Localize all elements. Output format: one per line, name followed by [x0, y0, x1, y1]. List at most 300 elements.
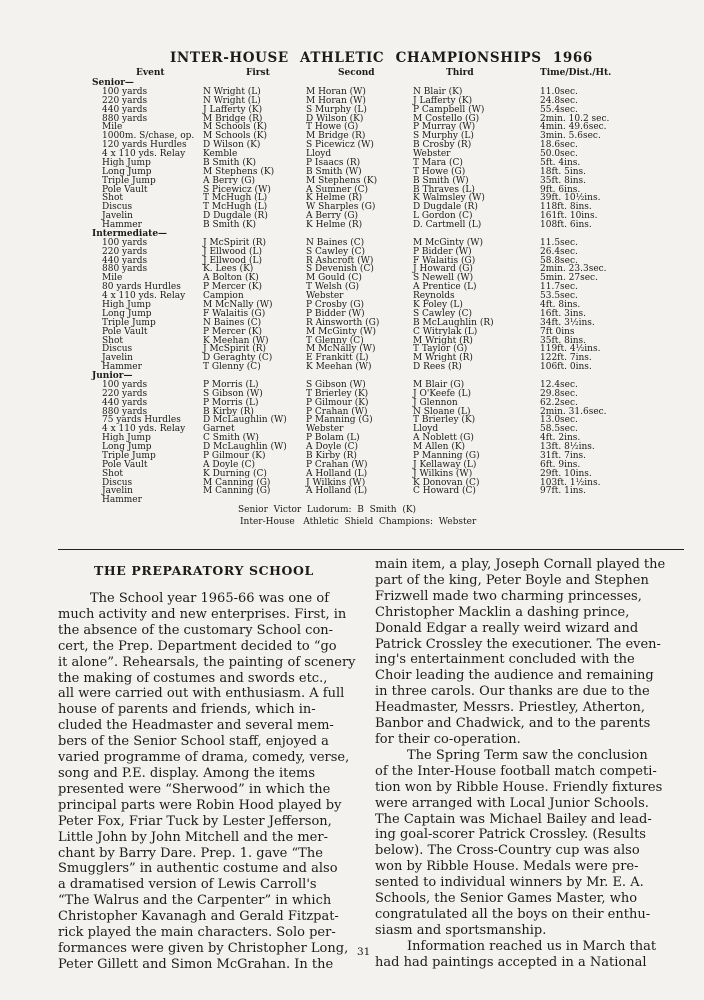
event-cell: Shot	[102, 468, 123, 479]
third-cell: K Donovan (C)	[413, 477, 480, 488]
third-cell: A Prentice (L)	[413, 282, 477, 293]
third-cell: K Foley (L)	[413, 300, 463, 310]
first-cell: M Schools (K)	[203, 131, 268, 142]
text-line: house of parents and friends, which in-	[58, 702, 316, 718]
second-cell: P Gilmour (K)	[306, 397, 369, 408]
result-row	[0, 230, 704, 238]
result-row	[0, 159, 704, 167]
left-column	[58, 591, 356, 973]
first-cell: A Doyle (C)	[203, 459, 256, 470]
header-event: Event	[136, 68, 165, 78]
result-row	[0, 177, 704, 185]
second-cell: M Gould (C)	[306, 273, 362, 284]
text-line: The School year 1965-66 was one of	[90, 591, 330, 606]
result-cell: 62.2sec.	[540, 397, 578, 408]
result-cell: 58.8sec.	[540, 255, 578, 266]
first-cell: J McSpirit (R)	[203, 237, 266, 248]
first-cell: D Geraghty (C)	[203, 353, 273, 364]
third-cell: T Brierley (K)	[413, 415, 476, 426]
first-cell: J Lafferty (K)	[203, 104, 263, 115]
result-cell: 118ft. 8ins.	[540, 202, 592, 213]
result-cell: 58.5sec.	[540, 424, 578, 435]
first-cell: D Wilson (K)	[203, 140, 261, 151]
first-cell: S Picewicz (W)	[203, 184, 271, 195]
text-line: tion won by Ribble House. Friendly fixtures	[375, 779, 663, 795]
result-cell: 35ft. 8ins.	[540, 175, 587, 186]
event-cell: Long Jump	[102, 442, 152, 453]
result-cell: 18ft. 5ins.	[540, 166, 587, 177]
first-cell: N Wright (L)	[203, 95, 261, 106]
text-line: Peter Gillett and Simon McGrahan. In the	[58, 956, 334, 972]
result-cell: 11.7sec.	[540, 282, 578, 293]
second-cell: N Baines (C)	[306, 237, 365, 248]
third-cell: K Walmsley (W)	[413, 193, 485, 204]
third-cell: D. Cartmell (L)	[413, 220, 482, 231]
section-rule	[58, 549, 684, 550]
text-line: for their co-operation.	[375, 731, 521, 747]
event-cell: 440 yards	[102, 104, 148, 115]
third-cell: P Campbell (W)	[413, 104, 485, 115]
text-line: Choir leading the audience and remaining	[375, 668, 654, 684]
text-line: the absence of the customary School con-	[58, 622, 334, 638]
second-cell: P Crahan (W)	[306, 459, 368, 470]
first-cell: B Smith (K)	[203, 220, 257, 231]
event-cell: Discus	[102, 344, 133, 355]
championships-title: INTER-HOUSE ATHLETIC CHAMPIONSHIPS 1966	[170, 50, 593, 66]
result-row	[0, 461, 704, 469]
event-cell: 220 yards	[102, 246, 148, 257]
third-cell: Webster	[413, 149, 451, 160]
event-cell: 880 yards	[102, 113, 148, 124]
second-cell: B Kirby (R)	[306, 450, 357, 461]
event-cell: Long Jump	[102, 166, 152, 177]
text-line: presented were “Sherwood” in which the	[58, 781, 331, 797]
result-cell: 2min. 31.6sec.	[540, 406, 607, 417]
event-cell: Hammer	[102, 220, 142, 231]
second-cell: A Sumner (C)	[306, 184, 369, 195]
first-cell: K Durning (C)	[203, 468, 267, 479]
result-cell: 9ft. 6ins.	[540, 184, 581, 195]
event-cell: High Jump	[102, 433, 151, 444]
second-cell: S Devenish (C)	[306, 264, 374, 275]
third-cell: B Crosby (R)	[413, 140, 472, 151]
text-line: Smugglers” in authentic costume and also	[58, 861, 338, 877]
first-cell: N Wright (L)	[203, 86, 261, 97]
result-cell: 5min. 27sec.	[540, 273, 598, 284]
result-cell: 2min. 10.2 sec.	[540, 113, 610, 124]
second-cell: J Wilkins (W)	[306, 477, 366, 488]
result-cell: 31ft. 7ins.	[540, 450, 587, 461]
first-cell: J Ellwood (L)	[203, 246, 262, 257]
second-cell: T Welsh (G)	[306, 282, 360, 293]
third-cell: P Bidder (W)	[413, 246, 472, 257]
result-cell: 26.4sec.	[540, 246, 578, 257]
result-cell: 7ft 0ins	[540, 326, 575, 337]
first-cell: T Glenny (C)	[203, 362, 261, 373]
second-cell: E Frankitt (L)	[306, 353, 369, 364]
result-row	[0, 381, 704, 389]
third-cell: N Blair (K)	[413, 86, 463, 97]
event-cell: 1000m. S/chase, op.	[102, 131, 195, 142]
second-cell: M Bridge (R)	[306, 131, 366, 142]
text-line: Information reached us in March that	[407, 938, 657, 954]
third-cell: D Rees (R)	[413, 362, 462, 373]
second-cell: T Howe (G)	[306, 122, 359, 133]
result-cell: 53.5sec.	[540, 291, 578, 302]
text-line: Donald Edgar a really weird wizard and	[375, 620, 639, 636]
second-cell: P Manning (G)	[306, 415, 373, 426]
event-cell: High Jump	[102, 157, 151, 168]
third-cell: S Newell (W)	[413, 273, 474, 284]
text-line: bers of the Senior School staff, enjoyed a	[58, 734, 329, 750]
result-row	[0, 97, 704, 105]
result-row	[0, 88, 704, 96]
event-cell: 440 yards	[102, 397, 148, 408]
result-cell: 16ft. 3ins.	[540, 308, 587, 319]
text-line: varied programme of drama, comedy, verse,	[58, 750, 350, 766]
third-cell: M Wright (R)	[413, 335, 473, 346]
result-cell: 108ft. 6ins.	[540, 220, 592, 231]
result-cell: 106ft. 0ins.	[540, 362, 592, 373]
third-cell: J Glennon	[413, 397, 458, 408]
second-cell: Webster	[306, 291, 344, 302]
text-line: in three carols. Our thanks are due to the	[375, 684, 650, 700]
second-cell: A Holland (L)	[306, 486, 368, 497]
first-cell: S Gibson (W)	[203, 388, 263, 399]
second-cell: A Berry (G)	[306, 211, 359, 222]
second-cell: S Gibson (W)	[306, 379, 366, 390]
first-cell: P Gilmour (K)	[203, 450, 266, 461]
text-line: much activity and new enterprises. First, in	[58, 606, 347, 622]
first-cell: B Smith (K)	[203, 157, 257, 168]
text-line: chant by Barry Dare. Prep. 1. gave “The	[58, 845, 323, 861]
first-cell: Campion	[203, 291, 244, 302]
text-line: of the Inter-House football match competi-	[375, 763, 657, 779]
first-cell: N Baines (C)	[203, 317, 262, 328]
event-cell: 220 yards	[102, 95, 148, 106]
third-cell: C Howard (C)	[413, 486, 476, 497]
result-row	[0, 390, 704, 398]
event-cell: Triple Jump	[102, 175, 156, 186]
event-cell: Hammer	[102, 362, 142, 373]
result-cell: 13ft. 8½ins.	[540, 442, 595, 453]
second-cell: A Doyle (C)	[306, 442, 359, 453]
result-cell: 50.0sec.	[540, 149, 578, 160]
third-cell: S Murphy (L)	[413, 131, 474, 142]
event-cell: Pole Vault	[102, 326, 148, 337]
text-line: “The Walrus and the Carpenter” in which	[58, 893, 332, 909]
third-cell: J Kellaway (L)	[413, 459, 477, 470]
second-cell: T Glenny (C)	[306, 335, 364, 346]
result-cell: 6ft. 9ins.	[540, 459, 581, 470]
result-cell: 18.6sec.	[540, 140, 578, 151]
second-cell: R Ashcroft (W)	[306, 255, 374, 266]
page-number: 31	[357, 946, 371, 958]
text-line: Peter Fox, Friar Tuck by Lester Jefferson,	[58, 813, 332, 829]
third-cell: S Cawley (C)	[413, 308, 473, 319]
event-cell: Shot	[102, 335, 123, 346]
text-line: The Spring Term saw the conclusion	[407, 747, 648, 763]
result-row	[0, 301, 704, 309]
result-row	[0, 79, 704, 87]
event-cell: Pole Vault	[102, 184, 148, 195]
second-cell: M McGinty (W)	[306, 326, 377, 337]
third-cell: T Mara (C)	[413, 157, 463, 168]
result-cell: 13.0sec.	[540, 415, 578, 426]
result-row	[0, 399, 704, 407]
first-cell: J Ellwood (L)	[203, 255, 262, 266]
second-cell: R Ainsworth (G)	[306, 317, 380, 328]
text-line: principal parts were Robin Hood played by	[58, 797, 342, 813]
text-line: won by Ribble House. Medals were pre-	[375, 859, 639, 875]
event-cell: 440 yards	[102, 255, 148, 266]
event-cell: Intermediate—	[92, 228, 168, 239]
second-cell: T Brierley (K)	[306, 388, 369, 399]
result-cell: 34ft. 3½ins.	[540, 317, 595, 328]
second-cell: K Meehan (W)	[306, 362, 372, 373]
result-row	[0, 150, 704, 158]
event-cell: Junior—	[92, 371, 133, 382]
first-cell: K. Lees (K)	[203, 264, 254, 275]
event-cell: 220 yards	[102, 388, 148, 399]
first-cell: P Morris (L)	[203, 397, 259, 408]
event-cell: Javelin	[102, 486, 133, 497]
first-cell: J McSpirit (R)	[203, 344, 266, 355]
header-result: Time/Dist./Ht.	[540, 68, 612, 78]
event-cell: Senior—	[92, 78, 134, 88]
text-line: part of the king, Peter Boyle and Stephen	[375, 572, 649, 588]
first-cell: M Stephens (K)	[203, 166, 275, 177]
first-cell: T McHugh (L)	[203, 202, 268, 213]
text-line: Headmaster, Messrs. Priestley, Atherton,	[375, 700, 645, 716]
first-cell: C Smith (W)	[203, 433, 259, 444]
first-cell: B Kirby (R)	[203, 406, 254, 417]
first-cell: M Schools (K)	[203, 122, 268, 133]
third-cell: M Costello (G)	[413, 113, 480, 124]
event-cell: High Jump	[102, 300, 151, 310]
event-cell: Hammer	[102, 495, 142, 506]
right-column	[375, 557, 665, 971]
third-cell: Lloyd	[413, 424, 439, 435]
event-cell: 880 yards	[102, 406, 148, 417]
result-cell: 11.5sec.	[540, 237, 578, 248]
third-cell: T Howe (G)	[413, 166, 466, 177]
third-cell: A Noblett (G)	[413, 433, 474, 444]
event-cell: Pole Vault	[102, 459, 148, 470]
third-cell: P Murray (W)	[413, 122, 476, 133]
text-line: Little John by John Mitchell and the mer-	[58, 829, 328, 845]
second-cell: P Isaacs (R)	[306, 157, 361, 168]
third-cell: B McLaughlin (R)	[413, 317, 494, 328]
second-cell: M Horan (W)	[306, 86, 366, 97]
header-second: Second	[338, 68, 375, 78]
first-cell: F Walaitis (G)	[203, 308, 266, 319]
victor-ludorum: Senior Victor Ludorum: B Smith (K)	[238, 505, 417, 515]
event-cell: 880 yards	[102, 264, 148, 275]
result-cell: 5ft. 4ins.	[540, 157, 581, 168]
text-line: siasm and sportsmanship.	[375, 922, 547, 938]
third-cell: F Walaitis (G)	[413, 255, 476, 266]
event-cell: Javelin	[102, 353, 133, 364]
result-cell: 11.0sec.	[540, 86, 578, 97]
third-cell: B Thraves (L)	[413, 184, 475, 195]
second-cell: P Bidder (W)	[306, 308, 365, 319]
result-cell: 103ft. 1½ins.	[540, 477, 601, 488]
second-cell: S Picewicz (W)	[306, 140, 374, 151]
result-row	[0, 239, 704, 247]
text-line: had had paintings accepted in a National	[375, 954, 647, 970]
text-line: Christopher Macklin a dashing prince,	[375, 604, 630, 620]
second-cell: K Helme (R)	[306, 193, 363, 204]
text-line: below). The Cross-Country cup was also	[375, 843, 640, 859]
event-cell: Discus	[102, 477, 133, 488]
text-line: it alone”. Rehearsals, the painting of scenery	[58, 654, 356, 670]
event-cell: 100 yards	[102, 237, 148, 248]
event-cell: Discus	[102, 202, 133, 213]
text-line: rick played the main characters. Solo per-	[58, 925, 336, 941]
event-cell: Long Jump	[102, 308, 152, 319]
text-line: main item, a play, Joseph Cornall played the	[375, 557, 666, 572]
result-row	[0, 452, 704, 460]
text-line: song and P.E. display. Among the items	[58, 765, 316, 781]
result-row	[0, 106, 704, 114]
event-cell: 80 yards Hurdles	[102, 282, 181, 293]
text-line: Frizwell made two charming princesses,	[375, 588, 642, 604]
third-cell: D Dugdale (R)	[413, 202, 478, 213]
first-cell: Garnet	[203, 424, 235, 435]
first-cell: M Bridge (R)	[203, 113, 263, 124]
result-row	[0, 328, 704, 336]
third-cell: J Howard (G)	[413, 264, 473, 275]
first-cell: P Mercer (K)	[203, 282, 263, 293]
text-line: the making of costumes and swords etc.,	[58, 670, 328, 686]
third-cell: Reynolds	[413, 291, 455, 302]
event-cell: Mile	[102, 122, 123, 133]
result-cell: 12.4sec.	[540, 379, 578, 390]
third-cell: J O'Keefe (L)	[413, 388, 471, 399]
first-cell: P Mercer (K)	[203, 326, 263, 337]
result-cell: 4ft. 8ins.	[540, 300, 581, 310]
text-line: a dramatised version of Lewis Carroll's	[58, 877, 317, 893]
event-cell: 75 yards Hurdles	[102, 415, 181, 426]
result-cell: 24.8sec.	[540, 95, 578, 106]
event-cell: 4 x 110 yds. Relay	[102, 291, 186, 302]
first-cell: A Berry (G)	[203, 175, 256, 186]
prep-school-title: THE PREPARATORY SCHOOL	[94, 563, 314, 578]
second-cell: S Murphy (L)	[306, 104, 367, 115]
text-line: Patrick Crossley the executioner. The even-	[375, 636, 661, 652]
text-line: ing goal-scorer Patrick Crossley. (Results	[375, 827, 646, 843]
second-cell: M Stephens (K)	[306, 175, 378, 186]
first-cell: D McLaughlin (W)	[203, 442, 287, 453]
second-cell: P Bolam (L)	[306, 433, 360, 444]
text-line: all were carried out with enthusiasm. A full	[58, 686, 345, 702]
shield-champions: Inter-House Athletic Shield Champions: Webster	[240, 517, 477, 527]
event-cell: 120 yards Hurdles	[102, 140, 187, 151]
text-line: Schools, the Senior Games Master, who	[375, 891, 638, 907]
result-cell: 35ft. 8ins.	[540, 335, 587, 346]
result-row	[0, 470, 704, 478]
second-cell: P Crosby (G)	[306, 300, 365, 310]
result-cell: 4ft. 2ins.	[540, 433, 581, 444]
text-line: congratulated all the boys on their enthu-	[375, 906, 651, 922]
second-cell: Webster	[306, 424, 344, 435]
first-cell: D McLaughlin (W)	[203, 415, 287, 426]
result-cell: 161ft. 10ins.	[540, 211, 598, 222]
result-cell: 119ft. 4½ins.	[540, 344, 601, 355]
result-cell: 29ft. 10ins.	[540, 468, 592, 479]
event-cell: 100 yards	[102, 379, 148, 390]
event-cell: Triple Jump	[102, 317, 156, 328]
result-cell: 29.8sec.	[540, 388, 578, 399]
result-cell: 39ft. 10½ins.	[540, 193, 601, 204]
result-cell: 55.4sec.	[540, 104, 578, 115]
second-cell: K Helme (R)	[306, 220, 363, 231]
third-cell: N Sloane (L)	[413, 406, 471, 417]
text-line: ing's entertainment concluded with the	[375, 652, 635, 668]
third-cell: L Gordon (C)	[413, 211, 473, 222]
event-cell: 4 x 110 yds. Relay	[102, 149, 186, 160]
result-cell: 3min. 5.6sec.	[540, 131, 601, 142]
third-cell: J Lafferty (K)	[413, 95, 473, 106]
first-cell: M McNally (W)	[203, 300, 273, 310]
second-cell: M Horan (W)	[306, 95, 366, 106]
result-cell: 4min. 49.6sec.	[540, 122, 607, 133]
text-line: Christopher Kavanagh and Gerald Fitzpat-	[58, 909, 339, 925]
second-cell: S Cawley (C)	[306, 246, 366, 257]
event-cell: Triple Jump	[102, 450, 156, 461]
text-line: formances were given by Christopher Long,	[58, 940, 349, 956]
event-cell: Javelin	[102, 211, 133, 222]
first-cell: A Bolton (K)	[203, 273, 259, 284]
second-cell: B Smith (W)	[306, 166, 362, 177]
result-cell: 2min. 23.3sec.	[540, 264, 607, 275]
text-line: sented to individual winners by Mr. E. A.	[375, 875, 644, 891]
result-row	[0, 372, 704, 380]
text-line: The Captain was Michael Bailey and lead-	[375, 811, 652, 827]
third-cell: M Allen (K)	[413, 442, 466, 453]
first-cell: T McHugh (L)	[203, 193, 268, 204]
event-cell: 100 yards	[102, 86, 148, 97]
second-cell: M McNally (W)	[306, 344, 376, 355]
result-row	[0, 168, 704, 176]
text-line: were arranged with Local Junior Schools.	[375, 795, 649, 811]
result-cell: 97ft. 1ins.	[540, 486, 587, 497]
second-cell: A Holland (L)	[306, 468, 368, 479]
header-first: First	[246, 68, 270, 78]
first-cell: D Dugdale (R)	[203, 211, 268, 222]
first-cell: M Canning (G)	[203, 486, 271, 497]
second-cell: W Sharples (G)	[306, 202, 376, 213]
third-cell: M Wright (R)	[413, 353, 473, 364]
result-row	[0, 310, 704, 318]
third-cell: M Blair (G)	[413, 379, 465, 390]
first-cell: P Morris (L)	[203, 379, 259, 390]
second-cell: D Wilson (K)	[306, 113, 364, 124]
text-line: Banbor and Chadwick, and to the parents	[375, 716, 651, 732]
event-cell: Mile	[102, 273, 123, 284]
third-cell: J Wilkins (W)	[413, 468, 473, 479]
result-row	[0, 248, 704, 256]
text-line: cert, the Prep. Department decided to “go	[58, 638, 337, 654]
third-cell: P Manning (G)	[413, 450, 480, 461]
result-row	[0, 319, 704, 327]
text-line: cluded the Headmaster and several mem-	[58, 718, 334, 734]
second-cell: P Crahan (W)	[306, 406, 368, 417]
result-cell: 122ft. 7ins.	[540, 353, 592, 364]
third-cell: M McGinty (W)	[413, 237, 484, 248]
event-cell: Shot	[102, 193, 123, 204]
